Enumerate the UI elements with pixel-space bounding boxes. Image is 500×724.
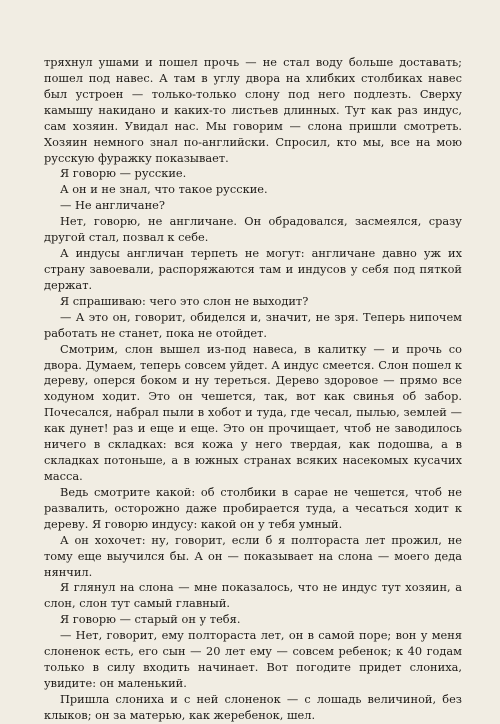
paragraph: Пришла слониха и с ней слоненок — с лошадь величиной, без клыков; он за матерью, как жеребенок, шел.	[44, 691, 462, 722]
paragraph: Я спрашиваю: чего это слон не выходит?	[60, 293, 309, 308]
paragraph: Нет, говорю, не англичане. Он обрадовался, засмеялся, сразу другой стал, позвал к себе.	[44, 214, 462, 245]
paragraph: — Не англичане?	[60, 198, 165, 213]
paragraph: А он хохочет: ну, говорит, если б я полтораста лет прожил, не тому еще выучился бы. А он — показывает на слона — моего деда нянчил.	[44, 532, 462, 579]
paragraph: Ведь смотрите какой: об столбики в сарае не чешется, чтоб не развалить, осторожно даже пробирается туда, а чесаться ходит к дереву. Я говорю индусу: какой он у тебя умный.	[44, 484, 462, 531]
paragraph: — А это он, говорит, обиделся и, значит, не зря. Теперь нипочем работать не станет, пока не отойдет.	[44, 309, 462, 340]
page-text	[44, 55, 462, 724]
paragraph: Я говорю — русские.	[60, 166, 187, 181]
paragraph: Я глянул на слона — мне показалось, что не индус тут хозяин, а слон, слон тут самый главный.	[44, 580, 462, 611]
paragraph: А индусы англичан терпеть не могут: англичане давно уж их страну завоевали, распоряжаются там и индусов у себя под пяткой держат.	[44, 246, 462, 292]
paragraph: — Нет, говорит, ему полтораста лет, он в самой поре; вон у меня слоненок есть, его сын — 20 лет ему — совсем ребенок; к 40 годам только в силу входить начинает. Вот погодите придет слониха, увидите: он маленький.	[44, 628, 462, 690]
paragraph: тряхнул ушами и пошел прочь — не стал воду больше доставать; пошел под навес. А там в углу двора на хлибких столбиках навес был устроен — только-только слону под него подлезть. Сверху камышу накидано и каких-то листьев длинных. Тут как раз индус, сам хозяин. Увидал нас. Мы говорим — слона пришли смотреть. Хозяин немного знал по-английски. Спросил, кто мы, все на мою русскую фуражку показывает.	[44, 55, 462, 165]
paragraph: А он и не знал, что такое русские.	[60, 182, 268, 197]
paragraph: Смотрим, слон вышел из-под навеса, в калитку — и прочь со двора. Думаем, теперь совсем уйдет. А индус смеется. Слон пошел к дереву, оперся боком и ну тереться. Дерево здоровое — прямо все ходуном ходит. Это он чешется, так, вот как свинья об забор. Почесался, набрал пыли в хобот и туда, где чесал, пылью, землей — как дунет! раз и еще и еще. Это он прочищает, чтоб не заводилось ничего в складках: вся кожа у него твердая, как подошва, а в складках потоньше, а в южных странах всяких насекомых кусачих масса.	[44, 341, 462, 483]
paragraph: Я говорю — старый он у тебя.	[60, 612, 241, 627]
